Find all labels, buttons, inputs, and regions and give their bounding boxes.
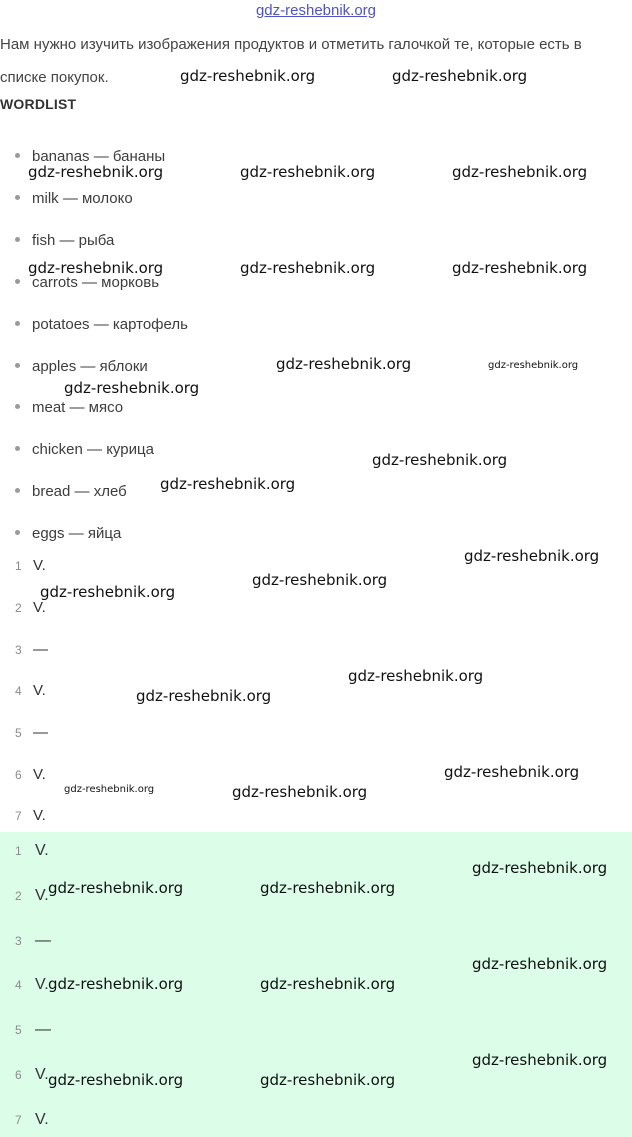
answer-number: 6 (15, 768, 22, 782)
word-label: apples — яблоки (32, 358, 148, 375)
watermark: gdz-reshebnik.org (136, 687, 272, 705)
answer-number: 3 (15, 934, 22, 948)
answer-row (15, 806, 46, 826)
answer-number: 3 (15, 643, 22, 657)
answer-mark: V. (33, 766, 46, 783)
answer-row (15, 886, 49, 906)
watermark: gdz-reshebnik.org (472, 1051, 608, 1069)
watermark: gdz-reshebnik.org (260, 975, 396, 993)
bullet-icon (15, 321, 20, 326)
bullet-icon (15, 488, 20, 493)
watermark: gdz-reshebnik.org (40, 583, 176, 601)
watermark: gdz-reshebnik.org (48, 1071, 184, 1089)
watermark: gdz-reshebnik.org (180, 67, 316, 85)
answer-mark: V. (35, 1066, 49, 1083)
watermark: gdz-reshebnik.org (444, 763, 580, 781)
answer-mark: V. (33, 599, 46, 616)
watermark: gdz-reshebnik.org (48, 879, 184, 897)
list-item (15, 398, 123, 418)
answer-mark: V. (35, 976, 49, 993)
watermark: gdz-reshebnik.org (28, 163, 164, 181)
watermark: gdz-reshebnik.org (232, 783, 368, 801)
answer-row (15, 640, 48, 660)
word-label: eggs — яйца (32, 525, 122, 542)
answer-row (15, 1020, 51, 1040)
answer-number: 1 (15, 559, 22, 573)
watermark: gdz-reshebnik.org (464, 547, 600, 565)
bullet-icon (15, 195, 20, 200)
answer-number: 7 (15, 809, 22, 823)
word-label: bananas — бананы (32, 148, 166, 165)
answer-number: 7 (15, 1113, 22, 1127)
list-item (15, 231, 114, 251)
list-item (15, 189, 133, 209)
watermark: gdz-reshebnik.org (392, 67, 528, 85)
watermark: gdz-reshebnik.org (260, 1071, 396, 1089)
answer-row (15, 681, 46, 701)
answer-row (15, 1110, 49, 1130)
answer-mark: — (33, 724, 48, 741)
watermark: gdz-reshebnik.org (64, 379, 200, 397)
watermark: gdz-reshebnik.org (372, 451, 508, 469)
watermark: gdz-reshebnik.org (452, 259, 588, 277)
answer-number: 2 (15, 889, 22, 903)
word-label: fish — рыба (32, 232, 115, 249)
watermark: gdz-reshebnik.org (260, 879, 396, 897)
watermark: gdz-reshebnik.org (276, 355, 412, 373)
watermark: gdz-reshebnik.org (48, 975, 184, 993)
list-item (15, 357, 148, 377)
answer-number: 5 (15, 726, 22, 740)
bullet-icon (15, 404, 20, 409)
watermark: gdz-reshebnik.org (240, 163, 376, 181)
watermark: gdz-reshebnik.org (252, 571, 388, 589)
watermark: gdz-reshebnik.org (472, 859, 608, 877)
answer-mark: V. (33, 807, 46, 824)
answer-mark: V. (35, 842, 49, 859)
answer-mark: — (33, 641, 48, 658)
answer-mark: — (35, 932, 51, 949)
word-label: potatoes — картофель (32, 316, 188, 333)
answer-row (15, 765, 46, 785)
watermark: gdz-reshebnik.org (488, 360, 579, 371)
watermark: gdz-reshebnik.org (64, 784, 155, 795)
watermark: gdz-reshebnik.org (452, 163, 588, 181)
list-item (15, 315, 188, 335)
bullet-icon (15, 237, 20, 242)
answer-number: 4 (15, 978, 22, 992)
list-item (15, 482, 127, 502)
answer-mark: V. (33, 682, 46, 699)
watermark: gdz-reshebnik.org (160, 475, 296, 493)
watermark: gdz-reshebnik.org (28, 259, 164, 277)
answer-number: 2 (15, 601, 22, 615)
answer-mark: V. (35, 887, 49, 904)
answer-row (15, 598, 46, 618)
answer-mark: V. (35, 1111, 49, 1128)
answer-row (15, 1065, 49, 1085)
wordlist-heading: WORDLIST (0, 96, 77, 112)
answer-number: 4 (15, 684, 22, 698)
word-label: carrots — морковь (32, 274, 160, 291)
watermark: gdz-reshebnik.org (348, 667, 484, 685)
answer-number: 1 (15, 844, 22, 858)
bullet-icon (15, 153, 20, 158)
watermark: gdz-reshebnik.org (472, 955, 608, 973)
list-item (15, 440, 154, 460)
answer-row (15, 841, 49, 861)
answer-row (15, 975, 49, 995)
answer-mark: — (35, 1021, 51, 1038)
bullet-icon (15, 446, 20, 451)
answer-mark: V. (33, 557, 46, 574)
answer-row (15, 931, 51, 951)
word-label: meat — мясо (32, 399, 124, 416)
word-label: bread — хлеб (32, 483, 127, 500)
site-header-link[interactable]: gdz-reshebnik.org (255, 2, 377, 19)
bullet-icon (15, 530, 20, 535)
answer-number: 5 (15, 1023, 22, 1037)
watermark: gdz-reshebnik.org (240, 259, 376, 277)
answer-number: 6 (15, 1068, 22, 1082)
intro-text: Нам нужно изучить изображения продуктов и отметить галочкой те, которые есть в списке покупок. (0, 36, 582, 86)
word-label: chicken — курица (32, 441, 154, 458)
list-item (15, 524, 121, 544)
bullet-icon (15, 279, 20, 284)
answer-row (15, 556, 46, 576)
word-label: milk — молоко (32, 190, 133, 207)
bullet-icon (15, 363, 20, 368)
answer-row (15, 723, 48, 743)
